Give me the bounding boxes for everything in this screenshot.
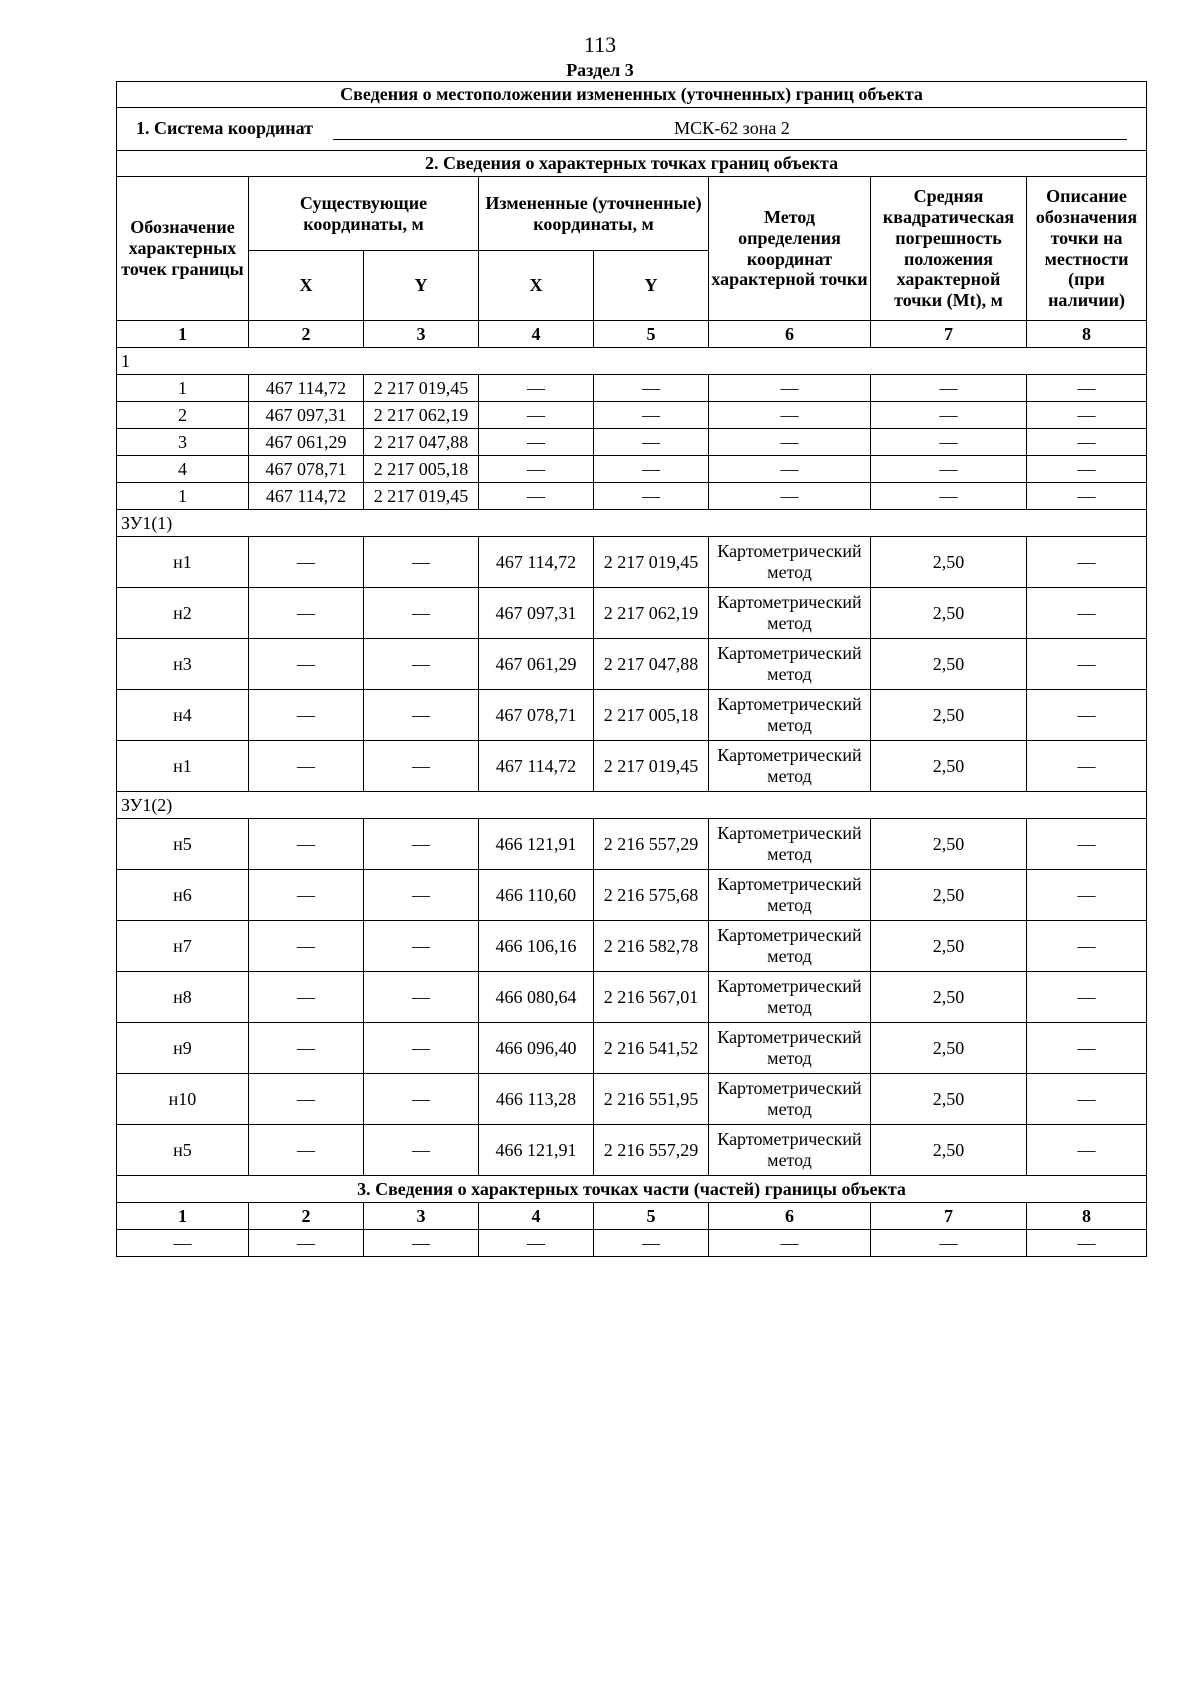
- boundary-table: [116, 81, 1147, 1257]
- table-cell: —: [249, 741, 364, 792]
- table-cell: —: [594, 402, 709, 429]
- table-cell: 466 110,60: [479, 870, 594, 921]
- table-cell: —: [1027, 456, 1147, 483]
- point-designation: 2: [117, 402, 249, 429]
- table-cell: —: [594, 483, 709, 510]
- table-cell: —: [117, 1230, 249, 1257]
- table-cell: —: [709, 1230, 871, 1257]
- column-number: 5: [594, 1203, 709, 1230]
- table-cell: —: [871, 375, 1027, 402]
- table-cell: —: [594, 1230, 709, 1257]
- table-row: [117, 1074, 1147, 1125]
- header-point-designation: Обозначение характерных точек границы: [117, 177, 249, 321]
- method-cell: Картометрический метод: [709, 588, 871, 639]
- table-cell: —: [249, 819, 364, 870]
- table-cell: —: [249, 921, 364, 972]
- column-number: 7: [871, 1203, 1027, 1230]
- table-cell: 466 096,40: [479, 1023, 594, 1074]
- point-designation: н2: [117, 588, 249, 639]
- table-title: Сведения о местоположении измененных (уточненных) границ объекта: [117, 82, 1147, 108]
- point-designation: н9: [117, 1023, 249, 1074]
- column-number: 8: [1027, 321, 1147, 348]
- section3-title: 3. Сведения о характерных точках части (частей) границы объекта: [117, 1176, 1147, 1203]
- column-number: 4: [479, 321, 594, 348]
- table-cell: —: [364, 819, 479, 870]
- coord-system-value: МСК-62 зона 2: [333, 118, 1127, 140]
- column-number: 8: [1027, 1203, 1147, 1230]
- method-cell: —: [709, 429, 871, 456]
- method-cell: Картометрический метод: [709, 870, 871, 921]
- table-cell: —: [1027, 639, 1147, 690]
- group-label: 1: [117, 348, 1147, 375]
- table-cell: —: [249, 1125, 364, 1176]
- table-cell: 2 216 582,78: [594, 921, 709, 972]
- table-cell: —: [871, 429, 1027, 456]
- table-cell: —: [479, 456, 594, 483]
- header-changed-x: X: [479, 251, 594, 321]
- table-cell: —: [1027, 483, 1147, 510]
- table-row: [117, 456, 1147, 483]
- table-cell: 467 097,31: [249, 402, 364, 429]
- point-designation: н7: [117, 921, 249, 972]
- point-designation: 1: [117, 483, 249, 510]
- table-cell: —: [249, 1230, 364, 1257]
- table-cell: —: [249, 1023, 364, 1074]
- table-cell: —: [364, 1023, 479, 1074]
- table-cell: —: [1027, 375, 1147, 402]
- method-cell: Картометрический метод: [709, 921, 871, 972]
- table-cell: —: [1027, 537, 1147, 588]
- table-cell: 2,50: [871, 588, 1027, 639]
- table-cell: 2,50: [871, 972, 1027, 1023]
- table-cell: —: [364, 741, 479, 792]
- table-cell: —: [249, 639, 364, 690]
- group-label: ЗУ1(1): [117, 510, 1147, 537]
- table-cell: 2,50: [871, 870, 1027, 921]
- method-cell: Картометрический метод: [709, 972, 871, 1023]
- table-cell: —: [1027, 870, 1147, 921]
- table-cell: —: [594, 429, 709, 456]
- table-cell: —: [479, 429, 594, 456]
- table-cell: —: [249, 690, 364, 741]
- table-cell: —: [1027, 402, 1147, 429]
- table-cell: —: [871, 1230, 1027, 1257]
- table-cell: 2 216 575,68: [594, 870, 709, 921]
- table-cell: —: [364, 921, 479, 972]
- column-number: 3: [364, 321, 479, 348]
- table-cell: 467 061,29: [479, 639, 594, 690]
- table-cell: 2,50: [871, 819, 1027, 870]
- method-cell: Картометрический метод: [709, 1023, 871, 1074]
- point-designation: н5: [117, 819, 249, 870]
- column-number: 1: [117, 1203, 249, 1230]
- table-cell: —: [364, 1230, 479, 1257]
- method-cell: —: [709, 375, 871, 402]
- table-cell: —: [364, 639, 479, 690]
- table-cell: 2 217 005,18: [594, 690, 709, 741]
- point-designation: н10: [117, 1074, 249, 1125]
- table-cell: —: [1027, 429, 1147, 456]
- table-cell: —: [364, 690, 479, 741]
- coord-system-label: 1. Система координат: [136, 118, 313, 139]
- table-cell: —: [249, 1074, 364, 1125]
- table-cell: 2,50: [871, 921, 1027, 972]
- column-number: 2: [249, 1203, 364, 1230]
- table-cell: —: [1027, 1125, 1147, 1176]
- header-mean-error: Средняя квадратическая погрешность положения характерной точки (Mt), м: [871, 177, 1027, 321]
- column-number: 7: [871, 321, 1027, 348]
- table-cell: —: [594, 375, 709, 402]
- column-number-row: [117, 321, 1147, 348]
- table-cell: 2,50: [871, 639, 1027, 690]
- table-row: [117, 1125, 1147, 1176]
- table-cell: 2 216 557,29: [594, 1125, 709, 1176]
- table-cell: —: [249, 870, 364, 921]
- table-cell: —: [364, 972, 479, 1023]
- table-cell: 2,50: [871, 537, 1027, 588]
- table-cell: 2 216 541,52: [594, 1023, 709, 1074]
- table-row: [117, 870, 1147, 921]
- table-cell: 2 217 019,45: [594, 741, 709, 792]
- table-cell: —: [364, 870, 479, 921]
- table-cell: 2,50: [871, 1125, 1027, 1176]
- table-row: [117, 588, 1147, 639]
- table-cell: —: [479, 375, 594, 402]
- table-row: [117, 375, 1147, 402]
- table-cell: 2 217 019,45: [594, 537, 709, 588]
- column-number: 4: [479, 1203, 594, 1230]
- table-cell: 2 217 047,88: [594, 639, 709, 690]
- point-designation: н4: [117, 690, 249, 741]
- table-cell: 2 217 019,45: [364, 375, 479, 402]
- header-existing-x: X: [249, 251, 364, 321]
- point-designation: н1: [117, 741, 249, 792]
- method-cell: Картометрический метод: [709, 741, 871, 792]
- table-cell: —: [479, 483, 594, 510]
- table-cell: —: [871, 456, 1027, 483]
- column-number: 1: [117, 321, 249, 348]
- point-designation: 1: [117, 375, 249, 402]
- table-cell: —: [1027, 690, 1147, 741]
- table-cell: 467 078,71: [479, 690, 594, 741]
- table-cell: —: [1027, 741, 1147, 792]
- table-cell: —: [1027, 921, 1147, 972]
- table-cell: —: [1027, 1023, 1147, 1074]
- method-cell: Картометрический метод: [709, 537, 871, 588]
- section3-data-row: [117, 1230, 1147, 1257]
- table-row: [117, 819, 1147, 870]
- method-cell: Картометрический метод: [709, 1074, 871, 1125]
- header-existing-coords: Существующие координаты, м: [249, 177, 479, 251]
- point-designation: н6: [117, 870, 249, 921]
- table-cell: —: [364, 588, 479, 639]
- point-designation: 3: [117, 429, 249, 456]
- table-cell: 467 114,72: [249, 483, 364, 510]
- table-row: [117, 537, 1147, 588]
- column-number: 2: [249, 321, 364, 348]
- table-cell: 466 121,91: [479, 819, 594, 870]
- table-row: [117, 429, 1147, 456]
- table-row: [117, 690, 1147, 741]
- header-changed-coords: Измененные (уточненные) координаты, м: [479, 177, 709, 251]
- table-cell: —: [249, 537, 364, 588]
- point-designation: н8: [117, 972, 249, 1023]
- table-cell: 467 097,31: [479, 588, 594, 639]
- table-cell: —: [479, 1230, 594, 1257]
- page-number: 113: [583, 32, 617, 57]
- method-cell: —: [709, 483, 871, 510]
- table-cell: —: [364, 1074, 479, 1125]
- method-cell: Картометрический метод: [709, 690, 871, 741]
- table-cell: 466 106,16: [479, 921, 594, 972]
- table-cell: 467 078,71: [249, 456, 364, 483]
- column-number: 6: [709, 321, 871, 348]
- table-cell: 2,50: [871, 741, 1027, 792]
- header-existing-y: Y: [364, 251, 479, 321]
- table-cell: 2 217 019,45: [364, 483, 479, 510]
- table-row: [117, 639, 1147, 690]
- table-cell: 466 121,91: [479, 1125, 594, 1176]
- header-method: Метод определения координат характерной точки: [709, 177, 871, 321]
- table-cell: 2 217 062,19: [594, 588, 709, 639]
- table-cell: 2 217 062,19: [364, 402, 479, 429]
- point-designation: н5: [117, 1125, 249, 1176]
- table-cell: —: [364, 537, 479, 588]
- section2-title: 2. Сведения о характерных точках границ объекта: [117, 151, 1147, 177]
- table-row: [117, 1023, 1147, 1074]
- table-cell: —: [871, 402, 1027, 429]
- method-cell: —: [709, 402, 871, 429]
- method-cell: —: [709, 456, 871, 483]
- table-cell: —: [1027, 819, 1147, 870]
- header-changed-y: Y: [594, 251, 709, 321]
- table-cell: 467 114,72: [479, 741, 594, 792]
- table-cell: 2,50: [871, 1074, 1027, 1125]
- table-cell: 466 080,64: [479, 972, 594, 1023]
- point-designation: н1: [117, 537, 249, 588]
- method-cell: Картометрический метод: [709, 1125, 871, 1176]
- table-cell: 2 217 047,88: [364, 429, 479, 456]
- coord-system-row: [117, 108, 1147, 151]
- table-cell: —: [479, 402, 594, 429]
- header-description: Описание обозначения точки на местности (при наличии): [1027, 177, 1147, 321]
- table-cell: 2,50: [871, 690, 1027, 741]
- column-number: 6: [709, 1203, 871, 1230]
- table-cell: —: [594, 456, 709, 483]
- column-number: 5: [594, 321, 709, 348]
- table-row: [117, 972, 1147, 1023]
- table-cell: —: [1027, 1074, 1147, 1125]
- table-cell: 2 216 567,01: [594, 972, 709, 1023]
- table-cell: —: [871, 483, 1027, 510]
- group-label: ЗУ1(2): [117, 792, 1147, 819]
- table-cell: 467 114,72: [479, 537, 594, 588]
- point-designation: н3: [117, 639, 249, 690]
- table-cell: —: [249, 588, 364, 639]
- table-row: [117, 921, 1147, 972]
- table-cell: —: [1027, 588, 1147, 639]
- table-cell: —: [249, 972, 364, 1023]
- table-cell: 2 216 551,95: [594, 1074, 709, 1125]
- table-cell: —: [1027, 1230, 1147, 1257]
- table-cell: —: [1027, 972, 1147, 1023]
- table-cell: 467 061,29: [249, 429, 364, 456]
- section3-number-row: [117, 1203, 1147, 1230]
- table-row: [117, 741, 1147, 792]
- method-cell: Картометрический метод: [709, 819, 871, 870]
- table-cell: 466 113,28: [479, 1074, 594, 1125]
- table-row: [117, 483, 1147, 510]
- table-cell: 2 216 557,29: [594, 819, 709, 870]
- method-cell: Картометрический метод: [709, 639, 871, 690]
- section-label: Раздел 3: [566, 60, 634, 80]
- table-row: [117, 402, 1147, 429]
- table-cell: —: [364, 1125, 479, 1176]
- table-cell: 467 114,72: [249, 375, 364, 402]
- table-cell: 2 217 005,18: [364, 456, 479, 483]
- column-number: 3: [364, 1203, 479, 1230]
- table-cell: 2,50: [871, 1023, 1027, 1074]
- point-designation: 4: [117, 456, 249, 483]
